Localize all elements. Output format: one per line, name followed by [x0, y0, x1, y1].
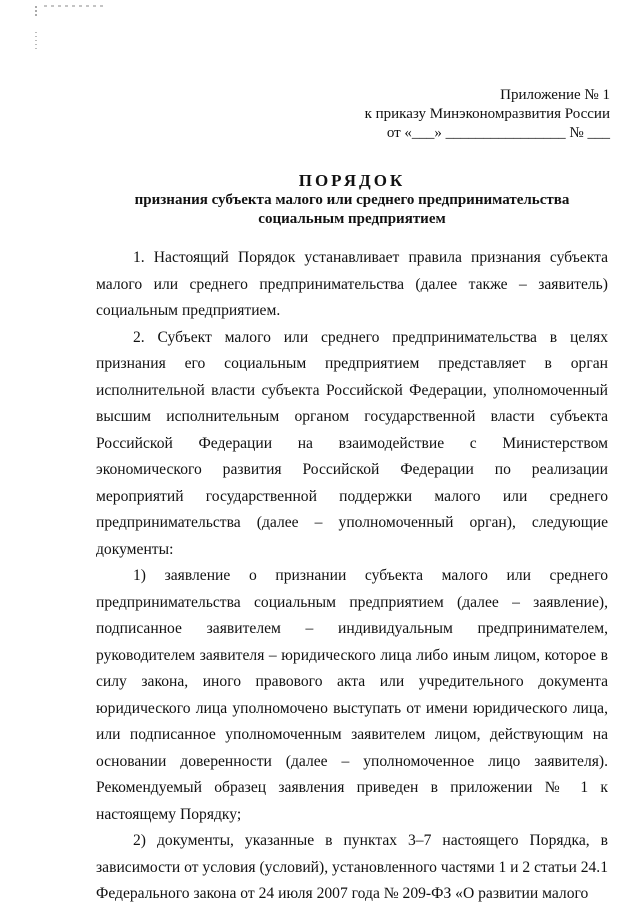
appendix-order-reference: к приказу Минэкономразвития России	[364, 106, 610, 122]
title-subtitle-line-2: социальным предприятием	[258, 211, 446, 227]
document-title	[92, 171, 612, 229]
paragraph-2-item-2: 2) документы, указанные в пунктах 3–7 настоящего Порядка, в зависимости от условия (условий), установленного частями 1 и 2 статьи 24.1 Федерального закона от 24 июля 2007 года № 209-ФЗ «О развитии малого	[96, 832, 608, 902]
document-body	[96, 245, 608, 908]
scan-artifact-marks	[34, 4, 114, 54]
title-subtitle-line-1: признания субъекта малого или среднего предпринимательства	[134, 192, 570, 208]
title-main: ПОРЯДОК	[298, 171, 406, 190]
paragraph-2: 2. Субъект малого или среднего предпринимательства в целях признания его социальным предприятием представляет в орган исполнительной власти субъекта Российской Федерации, уполномоченный высшим исполнительным органом государственной власти субъекта Российской Федерации на взаимодействие с Министерством экономического развития Российской Федерации по реализации мероприятий государственной поддержки малого или среднего предпринимательства (далее – уполномоченный орган), следующие документы:	[96, 328, 608, 558]
appendix-date-number-line: от «___» ________________ № ___	[386, 125, 610, 141]
appendix-header	[365, 86, 610, 143]
paragraph-1: 1. Настоящий Порядок устанавливает правила признания субъекта малого или среднего предпринимательства (далее также – заявитель) социальным предприятием.	[96, 249, 608, 319]
appendix-number: Приложение № 1	[500, 87, 610, 103]
paragraph-2-item-1: 1) заявление о признании субъекта малого или среднего предпринимательства социальным предприятием (далее – заявление), подписанное заявителем – индивидуальным предпринимателем, руководителем заявителя – юридического лица либо иным лицом, которое в силу закона, иного правового акта или учредительного документа юридического лица уполномочено выступать от имени юридического лица, или подписанное уполномоченным заявителем лицом, действующим на основании доверенности (далее – уполномоченное лицо заявителя). Рекомендуемый образец заявления приведен в приложении № 1 к настоящему Порядку;	[96, 567, 608, 823]
